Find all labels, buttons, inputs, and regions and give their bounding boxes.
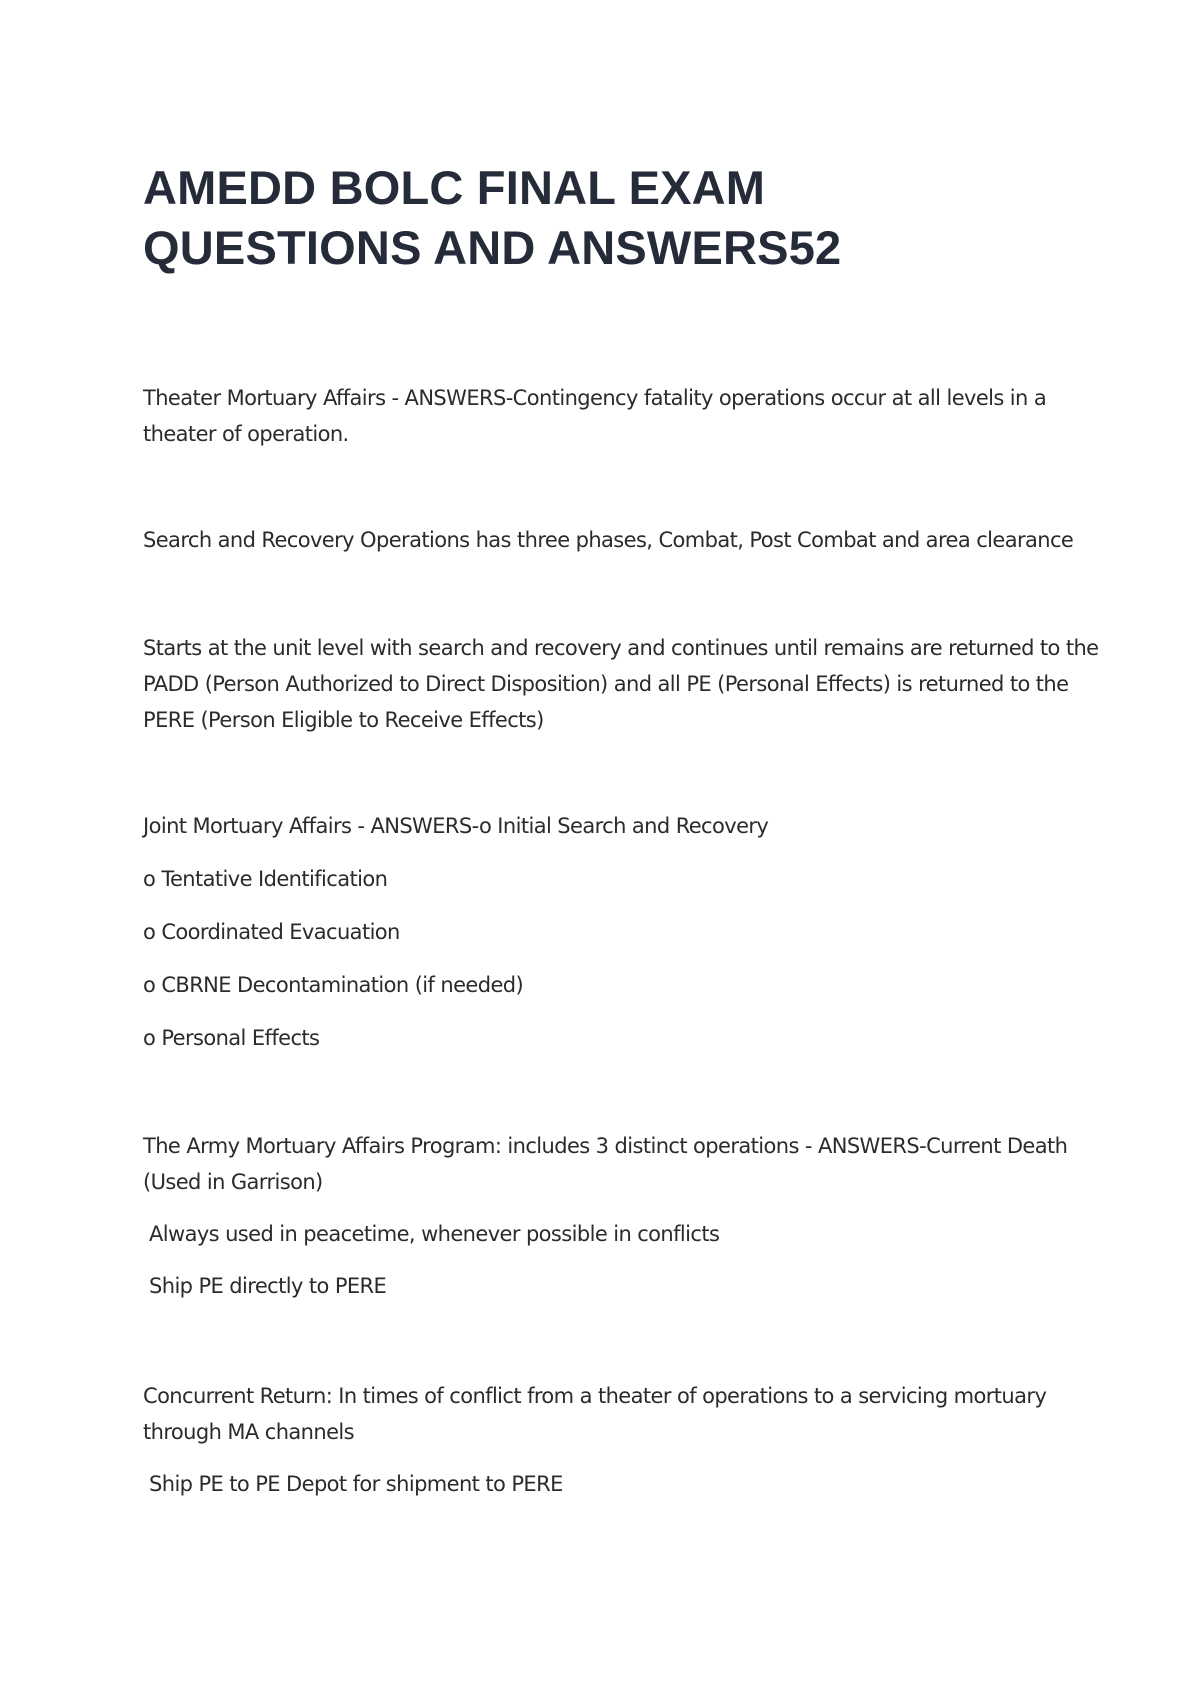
document-title: [143, 158, 1083, 278]
text-line: The Army Mortuary Affairs Program: includes 3 distinct operations - ANSWERS-Current Death: [143, 1134, 1068, 1158]
list-item: Joint Mortuary Affairs - ANSWERS-o Initial Search and Recovery: [143, 814, 769, 838]
list-item: o Coordinated Evacuation: [143, 920, 400, 944]
list-item: o Tentative Identification: [143, 867, 388, 891]
text-line: Search and Recovery Operations has three phases, Combat, Post Combat and area clearance: [143, 528, 1074, 552]
title-line-1: AMEDD BOLC FINAL EXAM: [143, 161, 766, 214]
text-line: through MA channels: [143, 1420, 354, 1444]
text-line: Ship PE directly to PERE: [149, 1274, 387, 1298]
text-line: Concurrent Return: In times of conflict from a theater of operations to a servicing mortuary: [143, 1384, 1047, 1408]
text-line: Ship PE to PE Depot for shipment to PERE: [149, 1472, 563, 1496]
paragraph-search-and-recovery: [143, 522, 1083, 558]
paragraph-theater-mortuary-affairs: [143, 380, 1083, 452]
text-line: Always used in peacetime, whenever possible in conflicts: [149, 1222, 720, 1246]
text-line: PADD (Person Authorized to Direct Disposition) and all PE (Personal Effects) is returned to the: [143, 672, 1069, 696]
text-line: Starts at the unit level with search and recovery and continues until remains are returned to the: [143, 636, 1099, 660]
paragraph-joint-mortuary-affairs: [143, 808, 1083, 1073]
text-line: Theater Mortuary Affairs - ANSWERS-Contingency fatality operations occur at all levels in a: [143, 386, 1047, 410]
paragraph-unit-level: [143, 630, 1099, 738]
title-line-2: QUESTIONS AND ANSWERS52: [143, 221, 842, 274]
list-item: o CBRNE Decontamination (if needed): [143, 973, 524, 997]
paragraph-concurrent-return: [143, 1378, 1083, 1502]
list-item: o Personal Effects: [143, 1026, 320, 1050]
text-line: theater of operation.: [143, 422, 349, 446]
text-line: (Used in Garrison): [143, 1170, 323, 1194]
paragraph-army-mortuary-affairs-program: [143, 1128, 1083, 1304]
text-line: PERE (Person Eligible to Receive Effects): [143, 708, 544, 732]
